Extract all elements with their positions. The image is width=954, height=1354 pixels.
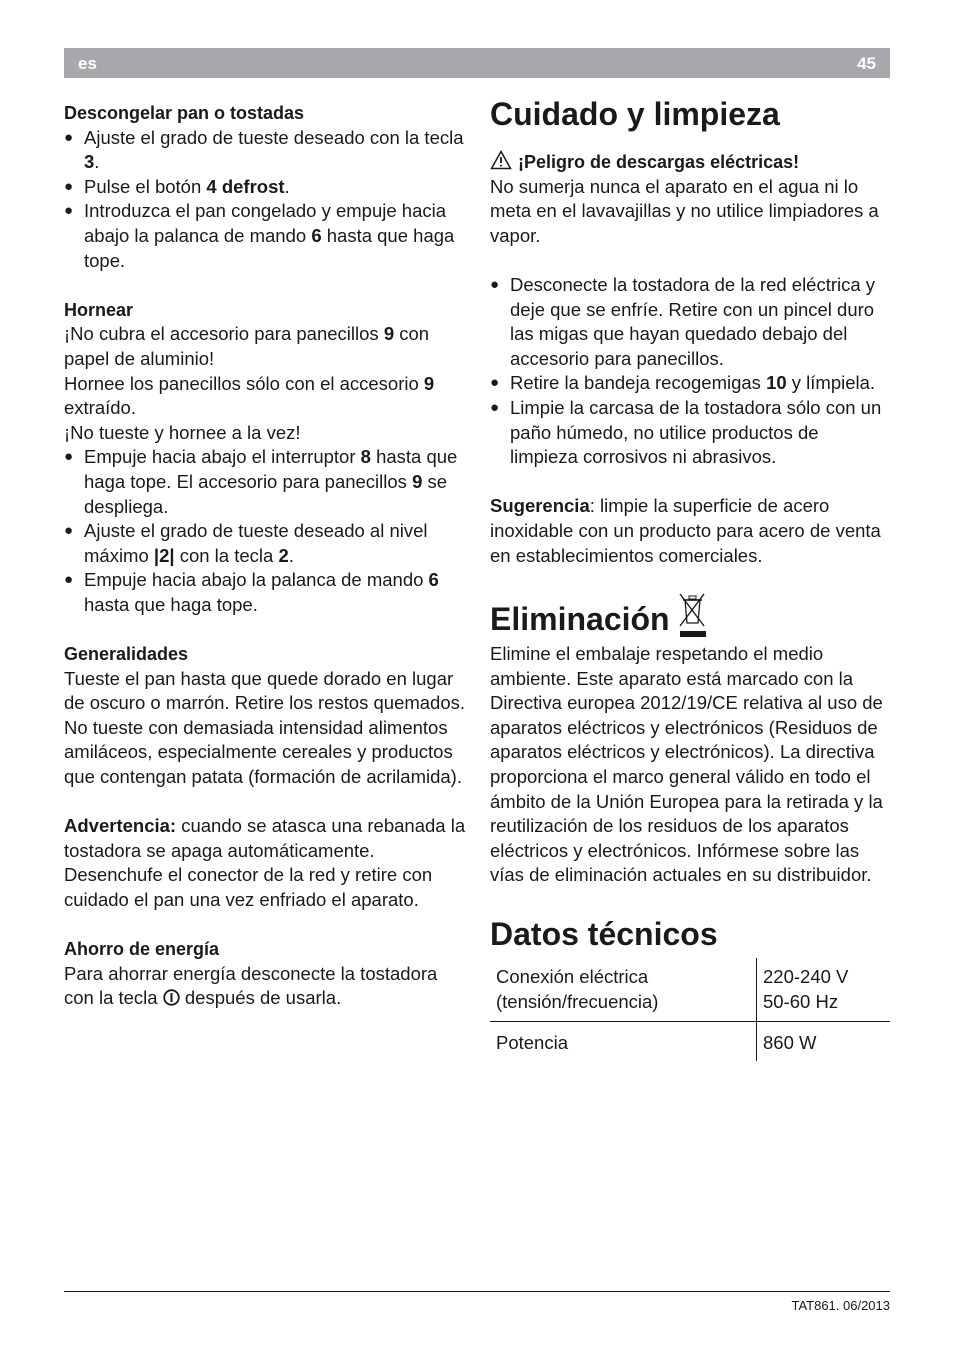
paragraph: ¡No cubra el accesorio para panecillos 9 con papel de aluminio! — [64, 323, 430, 369]
section-advertencia — [64, 814, 466, 912]
list-item: ● Desconecte la tostadora de la red eléctrica y deje que se enfríe. Retire con un pincel duro las migas que hayan quedado debajo del accesorio para panecillos. — [490, 273, 890, 371]
paragraph: ¡No tueste y hornee a la vez! — [64, 421, 301, 443]
paragraph: Tueste el pan hasta que quede dorado en lugar de oscuro o marrón. Retire los restos quemados. No tueste con demasiada intensidad alimentos amiláceos, especialmente cereales y productos que contengan patata (formación de acrilamida). — [64, 667, 466, 788]
crossed-bin-icon — [676, 590, 710, 640]
list-item: ● Ajuste el grado de tueste deseado al nivel máximo |2| con la tecla 2. — [64, 519, 466, 568]
bullet-list — [64, 126, 466, 274]
language-code: es — [78, 54, 97, 73]
table-cell-value: 860 W — [763, 1032, 817, 1054]
list-item: ● Empuje hacia abajo el interruptor 8 hasta que haga tope. El accesorio para panecillos 9 se despliega. — [64, 445, 466, 519]
eliminacion-text: Elimine el embalaje respetando el medio ambiente. Este aparato está marcado con la Directiva europea 2012/19/CE relativa al uso de aparatos eléctricos y electrónicos (Residuos de aparatos eléctricos y electrónicos). La directiva proporciona el marco general válido en todo el ámbito de la Unión Europea para la retirada y la reutilización de los residuos de los aparatos eléctricos y electrónicos. Infórmese sobre las vías de eliminación actuales en su distribuidor. — [490, 643, 883, 886]
section-title: Descongelar pan o tostadas — [64, 103, 305, 123]
heading-cuidado: Cuidado y limpieza — [490, 96, 780, 132]
paragraph: Hornee los panecillos sólo con el accesorio 9 extraído. — [64, 372, 435, 419]
left-column — [64, 101, 466, 1011]
warning-triangle-icon — [490, 150, 512, 170]
table-cell-label: Potencia — [490, 1022, 757, 1062]
paragraph: Para ahorrar energía desconecte la tostadora con la tecla después de usarla. — [64, 962, 438, 1009]
section-ahorro — [64, 937, 466, 1011]
right-column — [490, 94, 890, 1061]
section-title: Ahorro de energía — [64, 939, 220, 960]
section-hornear — [64, 298, 466, 618]
advertencia-label: Advertencia: — [64, 815, 177, 837]
table-cell-label: Conexión eléctrica (tensión/frecuencia) — [490, 958, 757, 1022]
section-title: Generalidades — [64, 644, 189, 665]
list-item: ● Limpie la carcasa de la tostadora sólo con un paño húmedo, no utilice productos de limpieza corrosivos ni abrasivos. — [490, 396, 890, 470]
list-item: ● Ajuste el grado de tueste deseado con la tecla 3. — [64, 126, 466, 175]
heading-datos: Datos técnicos — [490, 916, 718, 953]
section-generalidades — [64, 642, 466, 790]
tip-label: Sugerencia — [490, 495, 590, 517]
list-item: ● Retire la bandeja recogemigas 10 y límpiela. — [490, 371, 890, 396]
section-descongelar — [64, 101, 466, 273]
table-cell-value: 220-240 V 50-60 Hz — [757, 958, 891, 1022]
section-title: Hornear — [64, 299, 134, 320]
warning-line: ¡Peligro de descargas eléctricas! — [490, 150, 890, 175]
list-item: ● Pulse el botón 4 defrost. — [64, 175, 466, 200]
list-item: ● Empuje hacia abajo la palanca de mando 6 hasta que haga tope. — [64, 568, 466, 617]
paragraph: Advertencia: cuando se atasca una rebanada la tostadora se apaga automáticamente. Desenchufe el conector de la red y retire con cuidado el pan una vez enfriado el aparato. — [64, 815, 466, 910]
spec-table — [490, 958, 890, 1061]
header-bar — [64, 48, 890, 78]
heading-eliminacion: Eliminación — [490, 590, 890, 640]
warning-text: No sumerja nunca el aparato en el agua ni lo meta en el lavavajillas y no utilice limpiadores a vapor. — [490, 175, 879, 246]
list-item: ● Introduzca el pan congelado y empuje hacia abajo la palanca de mando 6 hasta que haga tope. — [64, 199, 466, 273]
tip-paragraph: Sugerencia: limpie la superficie de acero inoxidable con un producto para acero de venta en establecimientos comerciales. — [490, 495, 881, 566]
table-row — [490, 1022, 890, 1062]
bullet-list — [490, 273, 890, 470]
page-number: 45 — [857, 54, 876, 73]
bullet-list — [64, 445, 466, 617]
table-row — [490, 958, 890, 1022]
power-icon — [163, 989, 180, 1006]
footer-rule — [64, 1291, 890, 1292]
footer-model-date: TAT861. 06/2013 — [791, 1298, 890, 1313]
